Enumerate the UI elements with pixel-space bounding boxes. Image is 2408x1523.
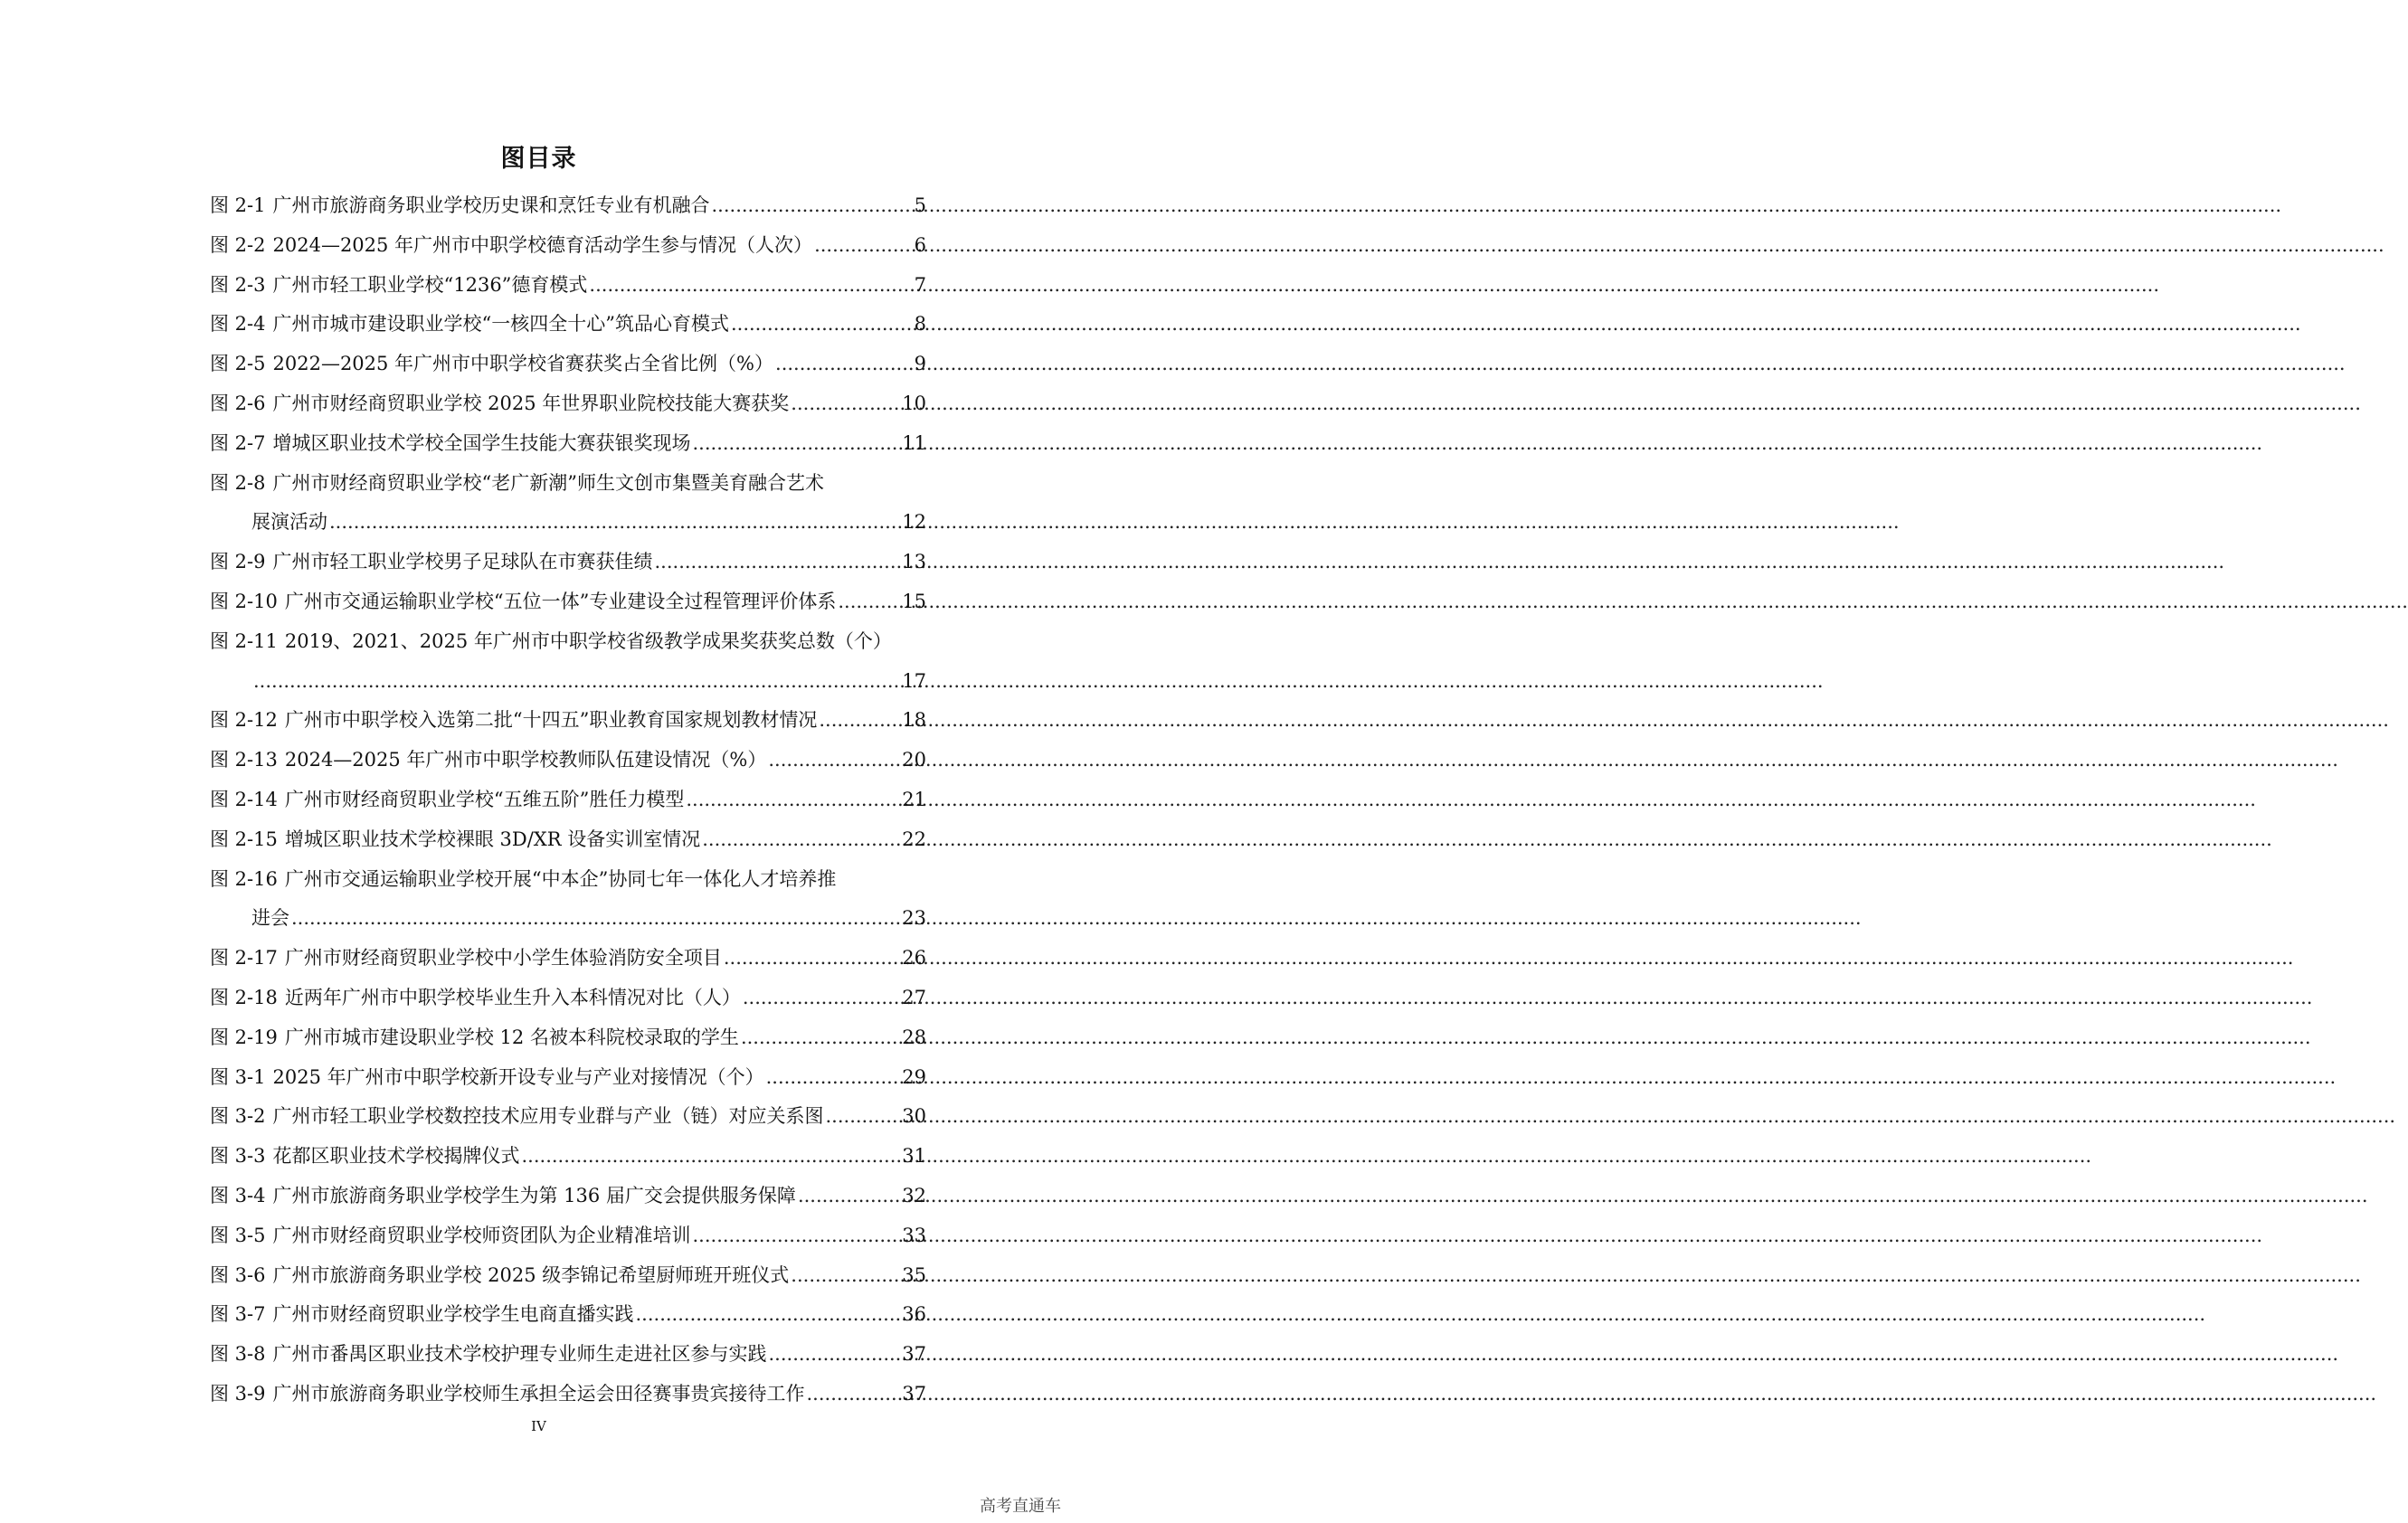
toc-line: [210, 820, 926, 860]
figure-number: 图 2-16: [210, 867, 278, 890]
toc-line-continued: [210, 899, 926, 939]
dot-leader: [741, 1018, 900, 1058]
dot-leader: [807, 1375, 901, 1414]
dot-leader: [522, 1137, 901, 1177]
figure-title: 广州市番禺区职业技术学校护理专业师生走进社区参与实践: [272, 1343, 767, 1366]
figure-title: 广州市城市建设职业学校 12 名被本科院校录取的学生: [284, 1026, 739, 1048]
figure-number: 图 2-3: [210, 273, 266, 296]
dot-leader: [775, 345, 905, 384]
figure-title: 广州市交通运输职业学校开展“中本企”协同七年一体化人才培养推: [284, 867, 837, 890]
figure-title: 2022—2025 年广州市中职学校省赛获奖占全省比例（%）: [272, 353, 774, 375]
toc-entry[interactable]: [210, 939, 926, 979]
figure-title-continued: 进会: [251, 907, 289, 930]
toc-entry[interactable]: [210, 1097, 926, 1137]
dot-leader: [819, 701, 900, 741]
figure-number: 图 2-5: [210, 353, 266, 375]
figure-title: 广州市轻工职业学校“1236”德育模式: [272, 273, 588, 296]
toc-entry[interactable]: [210, 1177, 926, 1216]
toc-entry[interactable]: [210, 186, 926, 226]
toc-line: [210, 186, 926, 226]
toc-entry[interactable]: [210, 226, 926, 266]
dot-leader: [731, 305, 905, 345]
toc-line: [210, 939, 926, 979]
toc-line: [210, 1137, 926, 1177]
page-ref: 32: [902, 1184, 926, 1206]
page-ref: 27: [902, 986, 926, 1008]
page-title: 图目录: [500, 145, 577, 173]
toc-line: [210, 860, 926, 900]
dot-leader: [291, 899, 900, 939]
toc-line: [210, 701, 926, 741]
figure-number: 图 3-4: [210, 1184, 266, 1206]
toc-line: [210, 979, 926, 1018]
figure-number: 图 2-18: [210, 986, 278, 1008]
dot-leader: [791, 1256, 900, 1296]
toc-entry[interactable]: [210, 1335, 926, 1375]
page-ref: 37: [902, 1382, 926, 1405]
toc-entry[interactable]: [210, 741, 926, 780]
dot-leader: [253, 662, 900, 702]
page-ref: 29: [902, 1065, 926, 1088]
figure-number: 图 2-2: [210, 233, 266, 256]
dot-leader: [814, 226, 905, 266]
page-ref: 8: [914, 313, 926, 336]
toc-line: [210, 266, 926, 306]
page-ref: 17: [902, 669, 926, 692]
dot-leader: [769, 1335, 901, 1375]
dot-leader: [693, 424, 901, 464]
figure-title: 广州市财经商贸职业学校师资团队为企业精准培训: [272, 1224, 691, 1246]
figure-number: 图 3-2: [210, 1105, 266, 1128]
figure-title: 广州市旅游商务职业学校师生承担全运会田径赛事贵宾接待工作: [272, 1382, 805, 1405]
figure-title: 广州市城市建设职业学校“一核四全十心”筑品心育模式: [272, 313, 729, 336]
page-ref: 31: [902, 1145, 926, 1168]
figure-number: 图 2-12: [210, 709, 278, 732]
toc-line: [210, 1256, 926, 1296]
page-ref: 37: [902, 1343, 926, 1366]
dot-leader: [791, 384, 900, 424]
page-ref: 28: [902, 1026, 926, 1048]
figure-title: 广州市旅游商务职业学校历史课和烹饪专业有机融合: [272, 194, 710, 216]
toc-entry[interactable]: [210, 780, 926, 820]
toc-entry[interactable]: [210, 979, 926, 1018]
page-ref: 35: [902, 1263, 926, 1286]
figure-number: 图 3-7: [210, 1303, 266, 1326]
page-ref: 12: [902, 511, 926, 534]
page-ref: 36: [902, 1303, 926, 1326]
toc-line: [210, 622, 926, 662]
toc-line: [210, 1295, 926, 1335]
figure-title: 广州市旅游商务职业学校学生为第 136 届广交会提供服务保障: [272, 1184, 796, 1206]
figure-title: 广州市轻工职业学校男子足球队在市赛获佳绩: [272, 551, 653, 573]
toc-line: [210, 1097, 926, 1137]
figure-number: 图 2-4: [210, 313, 266, 336]
figure-title: 广州市财经商贸职业学校“五维五阶”胜任力模型: [284, 788, 685, 810]
toc-entry[interactable]: [210, 266, 926, 306]
figure-number: 图 2-19: [210, 1026, 278, 1048]
dot-leader: [724, 939, 900, 979]
figure-number: 图 2-1: [210, 194, 266, 216]
toc-line: [210, 741, 926, 780]
toc-entry[interactable]: [210, 305, 926, 345]
page-ref: 7: [914, 273, 926, 296]
dot-leader: [712, 186, 905, 226]
dot-leader: [655, 543, 901, 582]
page-ref: 23: [902, 907, 926, 930]
toc-line: [210, 464, 926, 504]
toc-entry[interactable]: [210, 1216, 926, 1256]
page-ref: 10: [902, 392, 926, 414]
figure-title: 2024—2025 年广州市中职学校德育活动学生参与情况（人次）: [272, 233, 813, 256]
toc-entry[interactable]: [210, 1256, 926, 1296]
page-ref: 13: [902, 551, 926, 573]
toc-line: [210, 582, 926, 622]
page-ref: 18: [902, 709, 926, 732]
figure-number: 图 2-15: [210, 828, 278, 850]
dot-leader: [743, 979, 900, 1018]
dot-leader: [329, 503, 900, 543]
page-ref: 33: [902, 1224, 926, 1246]
toc-entry[interactable]: [210, 860, 926, 940]
figure-number: 图 3-6: [210, 1263, 266, 1286]
figure-number: 图 3-5: [210, 1224, 266, 1246]
page-ref: 20: [902, 749, 926, 771]
page-ref: 30: [902, 1105, 926, 1128]
dot-leader: [768, 741, 900, 780]
figure-title: 花都区职业技术学校揭牌仪式: [272, 1145, 520, 1168]
dot-leader: [589, 266, 905, 306]
dot-leader: [838, 582, 900, 622]
page-ref: 6: [914, 233, 926, 256]
toc-line: [210, 305, 926, 345]
figure-number: 图 2-17: [210, 947, 278, 970]
toc-entry[interactable]: [210, 582, 926, 622]
toc-line: [210, 1058, 926, 1098]
toc-entry[interactable]: [210, 1375, 926, 1414]
figure-number: 图 2-13: [210, 749, 278, 771]
dot-leader: [766, 1058, 901, 1098]
figure-title: 广州市财经商贸职业学校 2025 年世界职业院校技能大赛获奖: [272, 392, 790, 414]
page-ref: 9: [914, 353, 926, 375]
page-ref: 5: [914, 194, 926, 216]
figure-title: 广州市交通运输职业学校“五位一体”专业建设全过程管理评价体系: [284, 590, 837, 612]
toc-entry[interactable]: [210, 345, 926, 384]
figure-number: 图 2-8: [210, 471, 266, 494]
dot-leader: [798, 1177, 900, 1216]
figure-number: 图 2-10: [210, 590, 278, 612]
toc-entry[interactable]: [210, 543, 926, 582]
figure-number: 图 2-14: [210, 788, 278, 810]
figure-number: 图 3-3: [210, 1145, 266, 1168]
figure-number: 图 2-11: [210, 629, 278, 652]
figure-title: 广州市轻工职业学校数控技术应用专业群与产业（链）对应关系图: [272, 1105, 824, 1128]
toc-entry[interactable]: [210, 1058, 926, 1098]
figure-title: 近两年广州市中职学校毕业生升入本科情况对比（人）: [284, 986, 741, 1008]
figure-number: 图 3-8: [210, 1343, 266, 1366]
figure-title: 2019、2021、2025 年广州市中职学校省级教学成果奖获奖总数（个）: [284, 629, 892, 652]
toc-line: [210, 1177, 926, 1216]
page-ref: 26: [902, 947, 926, 970]
dot-leader: [693, 1216, 901, 1256]
dot-leader: [636, 1295, 901, 1335]
figure-list: [210, 186, 926, 1414]
toc-entry[interactable]: [210, 701, 926, 741]
page-ref: 11: [902, 431, 926, 454]
toc-line: [210, 424, 926, 464]
figure-title: 增城区职业技术学校全国学生技能大赛获银奖现场: [272, 431, 691, 454]
toc-entry[interactable]: [210, 1295, 926, 1335]
toc-line: [210, 780, 926, 820]
toc-line: [210, 345, 926, 384]
toc-line-continued: [210, 503, 926, 543]
figure-title: 广州市中职学校入选第二批“十四五”职业教育国家规划教材情况: [284, 709, 818, 732]
toc-entry[interactable]: [210, 424, 926, 464]
figure-number: 图 3-9: [210, 1382, 266, 1405]
page-ref: 22: [902, 828, 926, 850]
toc-line: [210, 1018, 926, 1058]
figure-title: 2025 年广州市中职学校新开设专业与产业对接情况（个）: [272, 1065, 764, 1088]
page-ref: 15: [902, 590, 926, 612]
toc-line: [210, 543, 926, 582]
toc-line-continued: [210, 662, 926, 702]
page-ref: 21: [902, 788, 926, 810]
figure-title: 2024—2025 年广州市中职学校教师队伍建设情况（%）: [284, 749, 767, 771]
toc-line: [210, 1216, 926, 1256]
watermark-text: 高考直通车: [980, 1497, 1061, 1516]
figure-title: 广州市财经商贸职业学校中小学生体验消防安全项目: [284, 947, 722, 970]
toc-entry[interactable]: [210, 820, 926, 860]
figure-number: 图 2-9: [210, 551, 266, 573]
figure-title: 广州市财经商贸职业学校学生电商直播实践: [272, 1303, 634, 1326]
toc-entry[interactable]: [210, 464, 926, 544]
page-number: IV: [531, 1418, 546, 1434]
figure-title: 广州市旅游商务职业学校 2025 级李锦记希望厨师班开班仪式: [272, 1263, 790, 1286]
figure-title: 增城区职业技术学校裸眼 3D/XR 设备实训室情况: [284, 828, 701, 850]
toc-entry[interactable]: [210, 622, 926, 702]
toc-entry[interactable]: [210, 1137, 926, 1177]
toc-line: [210, 1335, 926, 1375]
toc-line: [210, 384, 926, 424]
figure-number: 图 3-1: [210, 1065, 266, 1088]
toc-line: [210, 226, 926, 266]
dot-leader: [686, 780, 900, 820]
toc-line: [210, 1375, 926, 1414]
toc-entry[interactable]: [210, 1018, 926, 1058]
figure-title: 广州市财经商贸职业学校“老广新潮”师生文创市集暨美育融合艺术: [272, 471, 824, 494]
figure-number: 图 2-7: [210, 431, 266, 454]
dot-leader: [702, 820, 900, 860]
dot-leader: [826, 1097, 901, 1137]
figure-number: 图 2-6: [210, 392, 266, 414]
toc-entry[interactable]: [210, 384, 926, 424]
figure-title-continued: 展演活动: [251, 511, 327, 534]
